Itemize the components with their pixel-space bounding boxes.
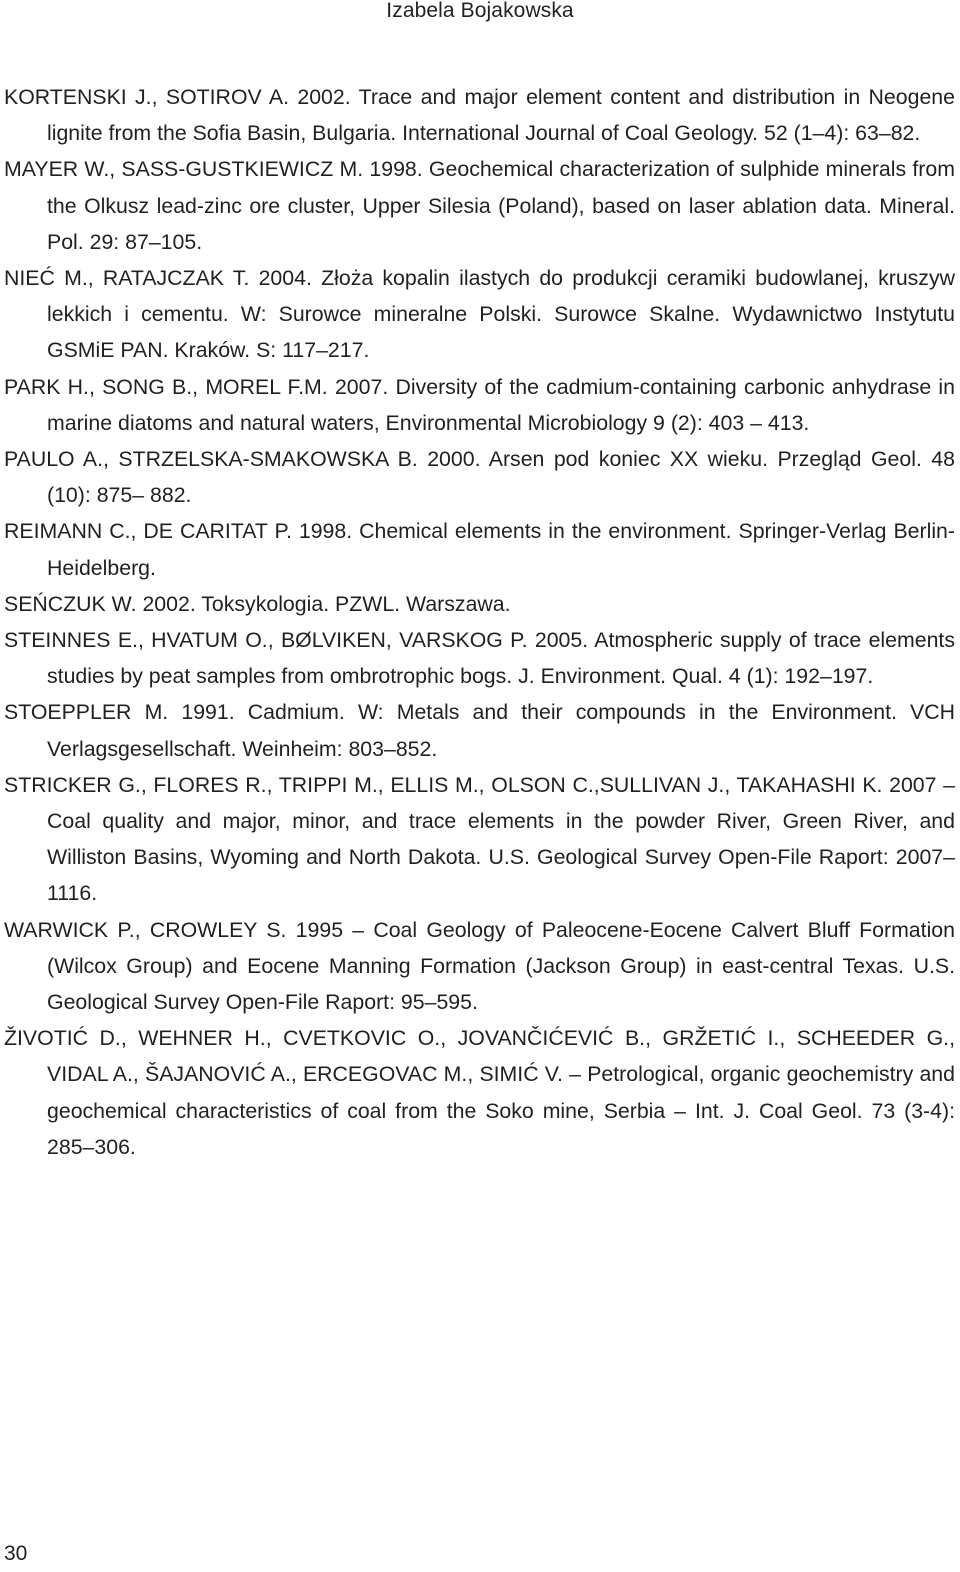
reference-entry-stoeppler: STOEPPLER M. 1991. Cadmium. W: Metals and their compounds in the Environment. VCH Verlagsgesellschaft. Weinheim: 803–852. — [4, 700, 955, 761]
reference-entry-zivotic: ŽIVOTIĆ D., WEHNER H., CVETKOVIC O., JOVANČIĆEVIĆ B., GRŽETIĆ I., SCHEEDER G., VIDAL A., ŠAJANOVIĆ A., ERCEGOVAC M., SIMIĆ V. – Petrological, organic geochemistry and geochemical characteristics of coal from the Soko mine, Serbia – Int. J. Coal Geol. 73 (3-4): 285–306. — [4, 1026, 955, 1159]
page-number: 30 — [4, 1542, 28, 1565]
reference-entry-steinnes: STEINNES E., HVATUM O., BØLVIKEN, VARSKOG P. 2005. Atmospheric supply of trace elements studies by peat samples from ombrotrophic bogs. J. Environment. Qual. 4 (1): 192–197. — [4, 628, 955, 689]
reference-entry-reimann: REIMANN C., DE CARITAT P. 1998. Chemical elements in the environment. Springer-Verlag Berlin-Heidelberg. — [4, 519, 955, 580]
reference-entry-warwick: WARWICK P., CROWLEY S. 1995 – Coal Geology of Paleocene-Eocene Calvert Bluff Formation (Wilcox Group) and Eocene Manning Formation (Jackson Group) in east-central Texas. U.S. Geological Survey Open-File Raport: 95–595. — [4, 917, 955, 1015]
reference-list — [4, 79, 955, 1165]
reference-entry-senczuk: SEŃCZUK W. 2002. Toksykologia. PZWL. Warszawa. — [4, 591, 511, 616]
reference-entry-park: PARK H., SONG B., MOREL F.M. 2007. Diversity of the cadmium-containing carbonic anhydrase in marine diatoms and natural waters, Environmental Microbiology 9 (2): 403 – 413. — [4, 374, 955, 435]
reference-entry-mayer: MAYER W., SASS-GUSTKIEWICZ M. 1998. Geochemical characterization of sulphide minerals from the Olkusz lead-zinc ore cluster, Upper Silesia (Poland), based on laser ablation data. Mineral. Pol. 29: 87–105. — [4, 157, 955, 254]
reference-entry-paulo: PAULO A., STRZELSKA-SMAKOWSKA B. 2000. Arsen pod koniec XX wieku. Przegląd Geol. 48 (10): 875– 882. — [4, 447, 955, 508]
reference-entry-stricker: STRICKER G., FLORES R., TRIPPI M., ELLIS M., OLSON C.,SULLIVAN J., TAKAHASHI K. 2007 – Coal quality and major, minor, and trace elements in the powder River, Green River, and Williston Basins, Wyoming and North Dakota. U.S. Geological Survey Open-File Raport: 2007–1116. — [4, 772, 955, 906]
reference-entry-kortenski: KORTENSKI J., SOTIROV A. 2002. Trace and major element content and distribution in Neogene lignite from the Sofia Basin, Bulgaria. International Journal of Coal Geology. 52 (1–4): 63–82. — [4, 85, 955, 146]
reference-entry-niec: NIEĆ M., RATAJCZAK T. 2004. Złoża kopalin ilastych do produkcji ceramiki budowlanej, kruszyw lekkich i cementu. W: Surowce mineralne Polski. Surowce Skalne. Wydawnictwo Instytutu GSMiE PAN. Kraków. S: 117–217. — [4, 266, 955, 363]
running-header-author: Izabela Bojakowska — [386, 0, 574, 22]
